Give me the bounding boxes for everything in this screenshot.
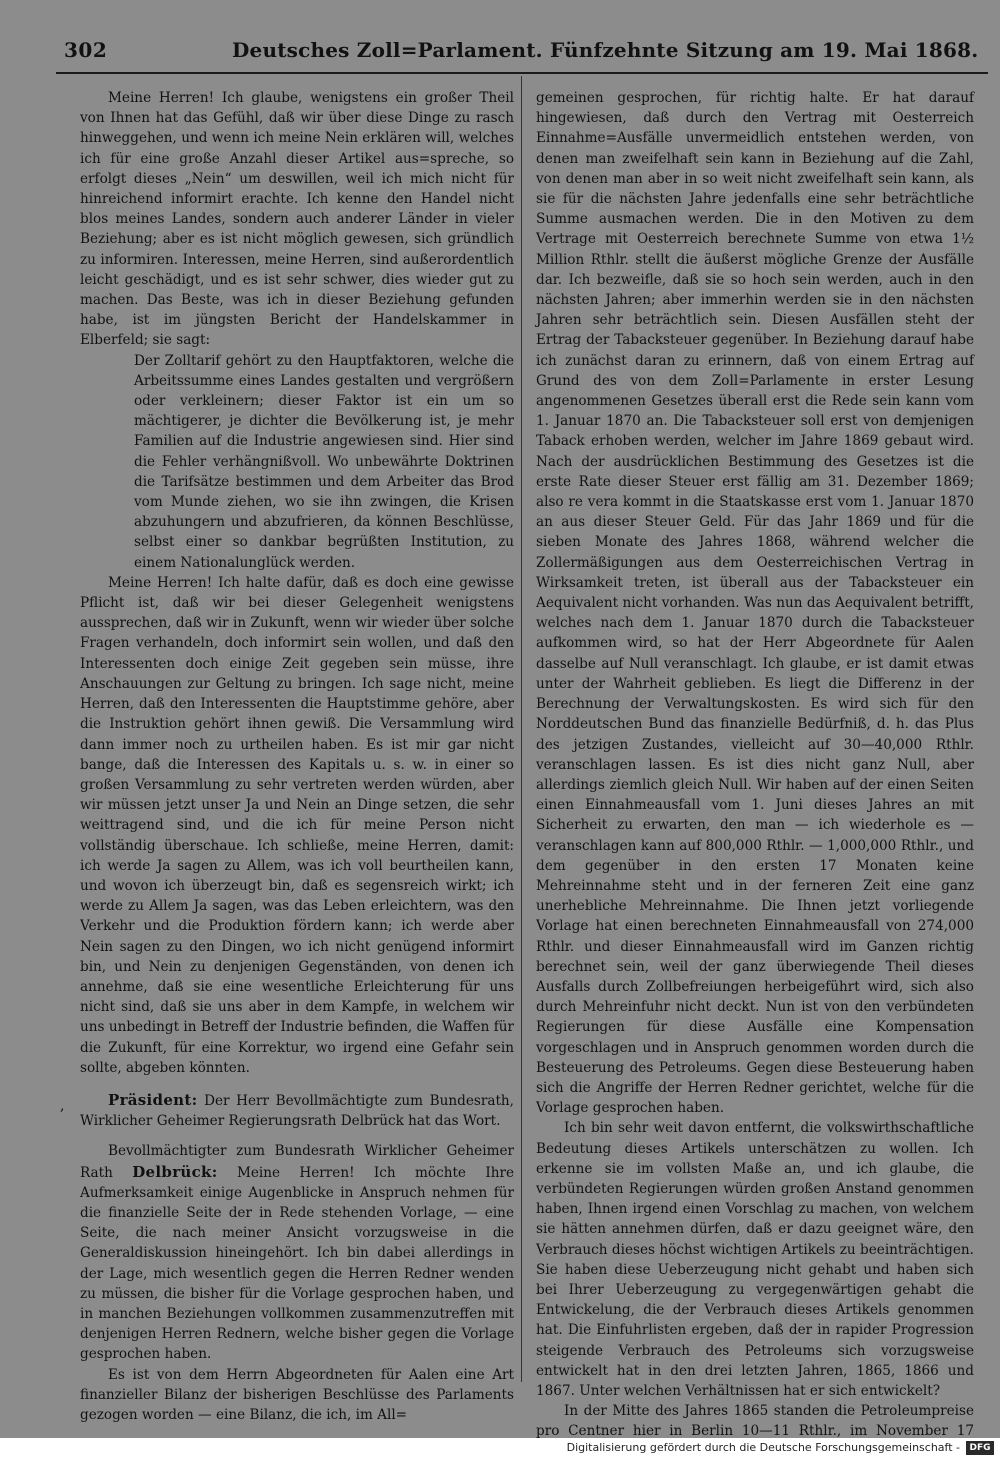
paragraph-petroleum-bedeutung: Ich bin sehr weit davon entfernt, die volkswirthschaftliche Bedeutung dieses Artikels unterschätzen zu wollen. Ich erkenne sie im vollsten Maße an, und ich glaube, die verbündeten Regierungen würden großen Anstand genommen haben, Ihnen irgend einen Vorschlag zu machen, von welchem sie hätten annehmen dürfen, daß er dazu geeignet wäre, den Verbrauch dieses höchst wichtigen Artikels zu beeinträchtigen. Sie haben diese Ueberzeugung nicht gehabt und haben sich bei Ihrer Ueberzeugung zu vergegenwärtigen gehabt die Entwickelung, die der Verbrauch dieses Artikels genommen hat. Die Einfuhrlisten ergeben, daß der in rapider Progression steigende Verbrauch des Petroleums sich vorzugsweise entwickelt hat in den drei letzten Jahren, 1865, 1866 und 1867. Unter welchen Verhältnissen hat er sich entwickelt?	[536, 1120, 974, 1399]
dfg-logo-icon: DFG	[966, 1441, 994, 1455]
delbrueck-statement	[80, 1141, 514, 1364]
running-title: Deutsches Zoll=Parlament. Fünfzehnte Sitzung am 19. Mai 1868.	[232, 38, 979, 62]
page-number: 302	[64, 38, 108, 62]
president-text: Der Herr Bevollmächtigte zum Bundesrath, Wirklicher Geheimer Regierungsrath Delbrück hat das Wort.	[80, 1092, 514, 1130]
speaker-delbrueck: Delbrück:	[132, 1162, 218, 1181]
right-column	[536, 88, 974, 1438]
paragraph-tabacksteuer: gemeinen gesprochen, für richtig halte. Er hat darauf hingewiesen, daß durch den Vertrag mit Oesterreich Einnahme=Ausfälle unvermeidlich entstehen werden, von denen man zweifelhaft sein kann in Beziehung auf die Zahl, von denen man aber in so weit nicht zweifelhaft sein kann, als sie für die nächsten Jahre jedenfalls eine sehr beträchtliche Summe ausmachen werden. Die in den Motiven zu dem Vertrage mit Oesterreich berechnete Summe von etwa 1½ Million Rthlr. stellt die äußerst mögliche Grenze der Ausfälle dar. Ich bezweifle, daß sie so hoch sein werden, auch in den nächsten Jahren; aber immerhin werden sie in den nächsten Jahren sehr beträchtlich sein. Diesen Ausfällen steht der Ertrag der Tabacksteuer gegenüber. In Beziehung darauf habe ich zunächst daran zu erinnern, daß von einem Ertrag auf Grund des von dem Zoll=Parlamente in erster Lesung angenommenen Gesetzes überall erst die Rede sein kann vom 1. Januar 1870 an. Die Tabacksteuer soll erst von demjenigen Taback erhoben werden, welcher im Jahre 1869 gebaut wird. Nach der ausdrücklichen Bestimmung des Gesetzes ist die erste Rate dieser Steuer erst fällig am 31. Dezember 1869; also re vera kommt in die Staatskasse erst vom 1. Januar 1870 an aus dieser Steuer Geld. Für das Jahr 1869 und für die sieben Monate des Jahres 1868, während welcher die Zollermäßigungen aus dem Oesterreichischen Vertrag in Wirksamkeit treten, ist überall aus der Tabacksteuer ein Aequivalent nicht vorhanden. Was nun das Aequivalent betrifft, welches nach dem 1. Januar 1870 durch die Tabacksteuer aufkommen wird, so hat der Herr Abgeordnete für Aalen dasselbe auf Null veranschlagt. Ich glaube, er ist damit etwas unter der Wahrheit geblieben. Es liegt die Differenz in der Berechnung der Verwaltungskosten. Es wird sich für den Norddeutschen Bund das finanzielle Bedürfniß, d. h. das Plus des jetzigen Zustandes, vielleicht auf 30—40,000 Rthlr. veranschlagen lassen. Es ist dies nicht ganz Null, aber allerdings ziemlich gleich Null. Wir haben auf der einen Seiten einen Einnahmeausfall vom 1. Juni dieses Jahres an mit Sicherheit zu erwarten, den man — ich wiederhole es — veranschlagen kann auf 800,000 Rthlr. — 1,000,000 Rthlr., und dem gegenüber in den ersten 17 Monaten keine Mehreinnahme steht und in der ferneren Zeit eine ganz unerhebliche Mehreinnahme. Die Ihnen jetzt vorliegende Vorlage hat einen berechneten Einnahmeausfall von 274,000 Rthlr. und dieser Einnahmeausfall wird im Ganzen richtig berechnet sein, weil der ganz überwiegende Theil dieses Ausfalls durch Zollbefreiungen herbeigeführt wird, sich also durch Mehreinfuhr nicht deckt. Nun ist von den verbündeten Regierungen für diese Ausfälle eine Kompensation vorgeschlagen und in Anspruch genommen worden durch die Besteuerung des Petroleums. Gegen diese Besteuerung haben sich die Angriffe der Herren Redner gerichtet, welche für die Vorlage gesprochen haben.	[536, 90, 974, 1117]
speaker-president: Präsident:	[108, 1090, 198, 1109]
column-divider	[521, 76, 522, 1382]
footer-credit: Digitalisierung gefördert durch die Deutsche Forschungsgemeinschaft -	[566, 1441, 960, 1454]
paragraph-meine-herren-2: Meine Herren! Ich halte dafür, daß es doch eine gewisse Pflicht ist, daß wir bei dieser Gelegenheit wenigstens aussprechen, daß wir in Zukunft, wenn wir wieder über solche Fragen verhandeln, doch informirt sein wollen, und daß den Interessenten doch einige Zeit gegeben sein müsse, ihre Anschauungen zur Geltung zu bringen. Ich sage nicht, meine Herren, daß den Interessenten die Hauptstimme gehöre, aber die Instruktion gehört ihnen gewiß. Die Versammlung wird dann immer noch zu urtheilen haben. Es ist mir gar nicht bange, daß die Interessen des Kapitals u. s. w. in einer so großen Versammlung zu sehr vertreten werden würden, aber wir müssen jetzt unser Ja und Nein an Dinge setzen, die sehr weittragend sind, und die ich für meine Person nicht vollständig überschaue. Ich schließe, meine Herren, damit: ich werde Ja sagen zu Allem, was ich voll beurtheilen kann, und wovon ich überzeugt bin, daß es segensreich wirkt; ich werde zu Allem Ja sagen, was das Leben erleichtern, was den Verkehr und die Produktion fördern kann; ich werde aber Nein sagen zu den Dingen, wo ich nicht genügend informirt bin, und Nein zu denjenigen Gegenständen, von denen ich annehme, daß sie eine wesentliche Erleichterung für uns nicht sind, daß sie uns aber in dem Kampfe, in welchem wir uns unbedingt in Betreff der Industrie befinden, die Waffen für die Zukunft, für eine Korrektur, wo irgend eine Gefahr sein sollte, abgeben könnten.	[80, 574, 514, 1076]
handelskammer-quote: Der Zolltarif gehört zu den Hauptfaktoren, welche die Arbeitssumme eines Landes gestalten und vergrößern oder verkleinern; dieser Faktor ist ein um so mächtigerer, je dichter die Bevölkerung ist, je mehr Familien auf die Industrie angewiesen sind. Hier sind die Fehler verhängnißvoll. Wo unbewährte Doktrinen die Tarifsätze bestimmen und dem Arbeiter das Brod vom Munde ziehen, wo sie ihn zwingen, die Krisen abzuhungern und abzufrieren, da können Beschlüsse, selbst einer so dankbar begrüßten Institution, zu einem Nationalunglück werden.	[134, 352, 514, 571]
digitization-footer	[0, 1438, 1000, 1459]
left-column	[80, 88, 514, 1425]
page-header	[56, 36, 986, 66]
paragraph-bilanz: Es ist von dem Herrn Abgeordneten für Aalen eine Art finanzieller Bilanz der bisherigen Beschlüsse des Parlaments gezogen worden — eine Bilanz, die ich, im All=	[80, 1366, 514, 1423]
stray-mark: ,	[60, 1098, 65, 1114]
delbrueck-text: Meine Herren! Ich möchte Ihre Aufmerksamkeit einige Augenblicke in Anspruch nehmen für die finanzielle Seite der in Rede stehenden Vorlage, — eine Seite, die nach meiner Ansicht vorzugsweise in die Generaldiskussion hineingehört. Ich bin dabei allerdings in der Lage, mich wesentlich gegen die Herren Redner wenden zu müssen, die bisher für die Vorlage gesprochen haben, und in manchen Beziehungen vollkommen zusammenzutreffen mit denjenigen Herren Rednern, welche bisher gegen die Vorlage gesprochen haben.	[80, 1164, 515, 1363]
delbrueck-intro: Bevollmächtigter zum Bundesrath Wirklicher Geheimer Rath	[80, 1143, 514, 1181]
president-statement	[80, 1090, 514, 1131]
paragraph-meine-herren-1: Meine Herren! Ich glaube, wenigstens ein großer Theil von Ihnen hat das Gefühl, daß wir über diese Dinge zu rasch hinweggehen, und wenn ich meine Nein erklären will, welches ich für eine große Anzahl dieser Artikel aus=spreche, so erfolgt dieses „Nein“ um deswillen, weil ich mich nicht für hinreichend informirt erachte. Ich kenne den Handel nicht blos meines Landes, sondern auch anderer Länder in vieler Beziehung; aber es ist nicht möglich gewesen, sich gründlich zu informiren. Interessen, meine Herren, sind außerordentlich leicht geschädigt, und es ist sehr schwer, dies wieder gut zu machen. Das Beste, was ich in dieser Beziehung gefunden habe, ist im jüngsten Bericht der Handelskammer in Elberfeld; sie sagt:	[80, 90, 514, 349]
header-rule	[56, 72, 988, 74]
paragraph-petroleum-preise: In der Mitte des Jahres 1865 standen die Petroleumpreise pro Centner hier in Berlin 10—11 Rthlr., im November 17	[536, 1403, 974, 1438]
